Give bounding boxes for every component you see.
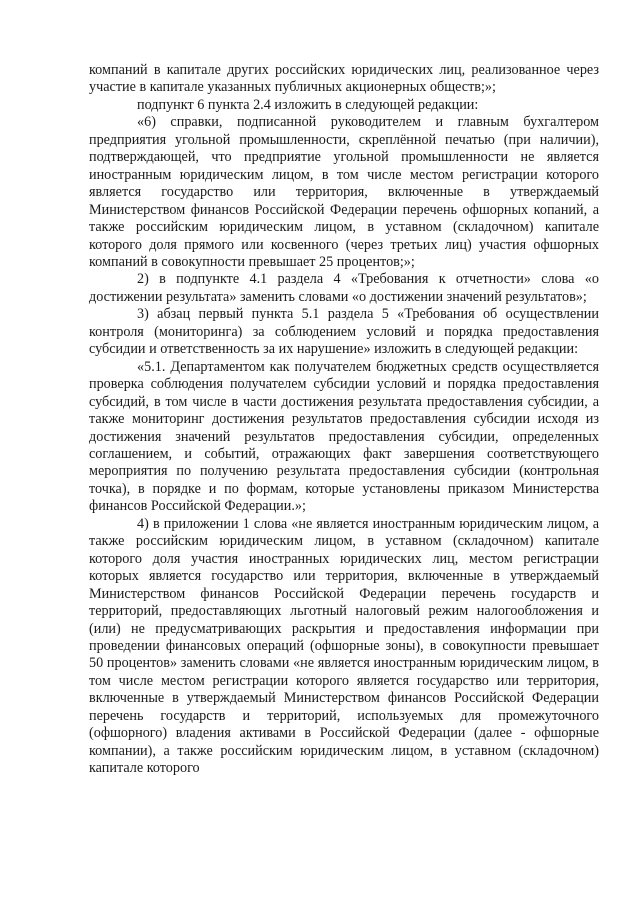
paragraph-item-4: 4) в приложении 1 слова «не является иностранным юридическим лицом, а также российским юридическим лицом, в уставном (складочном) капитале которого доля участия иностранных юридических лиц, местом регистрации которых является государство или территория, включенные в утверждаемый Министерством финансов Российской Федерации перечень государств и территорий, предоставляющих льготный налоговый режим налогообложения и (или) не предусматривающих раскрытия и предоставления информации при проведении финансовых операций (офшорные зоны), в совокупности превышает 50 процентов» заменить словами «не является иностранным юридическим лицом, в том числе местом регистрации которого является государство или территория, включенные в утверждаемый Министерством финансов Российской Федерации перечень государств и территорий, используемых для промежуточного (офшорного) владения активами в Российской Федерации (далее - офшорные компании), а также российским юридическим лицом, в уставном (складочном) капитале которого [89,515,599,777]
paragraph-subpoint-6-intro: подпункт 6 пункта 2.4 изложить в следующей редакции: [137,96,479,113]
paragraph-5-1-text: «5.1. Департаментом как получателем бюджетных средств осуществляется проверка соблюдения получателем субсидии условий и порядка предоставления субсидий, в том числе в части достижения результата предоставления субсидии, а также мониторинг достижения результатов предоставления субсидии исходя из достижения значений результатов предоставления субсидии, определенных соглашением, и событий, отражающих факт завершения соответствующего мероприятия по получению результата предоставления субсидии (контрольная точка), в порядке и по формам, которые установлены приказом Министерства финансов Российской Федерации.»; [89,358,599,515]
paragraph-item-2: 2) в подпункте 4.1 раздела 4 «Требования к отчетности» слова «о достижении результата» заменить словами «о достижении значений результатов»; [89,271,599,305]
paragraph-continuation: компаний в капитале других российских юридических лиц, реализованное через участие в капитале указанных публичных акционерных обществ;»; [89,62,599,96]
paragraph-subpoint-6-text: «6) справки, подписанной руководителем и главным бухгалтером предприятия угольной промышленности, скреплённой печатью (при наличии), подтверждающей, что предприятие угольной промышленности не является иностранным юридическим лицом, в том числе местом регистрации которого является государство или территория, включенные в утверждаемый Министерством финансов Российской Федерации перечень офшорных копаний, а также российским юридическим лицом, в уставном (складочном) капитале которого доля прямого или косвенного (через третьих лиц) участия офшорных компаний в совокупности превышает 25 процентов;»; [89,114,599,270]
document-body [89,62,599,778]
paragraph-item-3: 3) абзац первый пункта 5.1 раздела 5 «Требования об осуществлении контроля (мониторинга) за соблюдением условий и порядка предоставления субсидии и ответственность за их нарушение» изложить в следующей редакции: [89,306,599,358]
